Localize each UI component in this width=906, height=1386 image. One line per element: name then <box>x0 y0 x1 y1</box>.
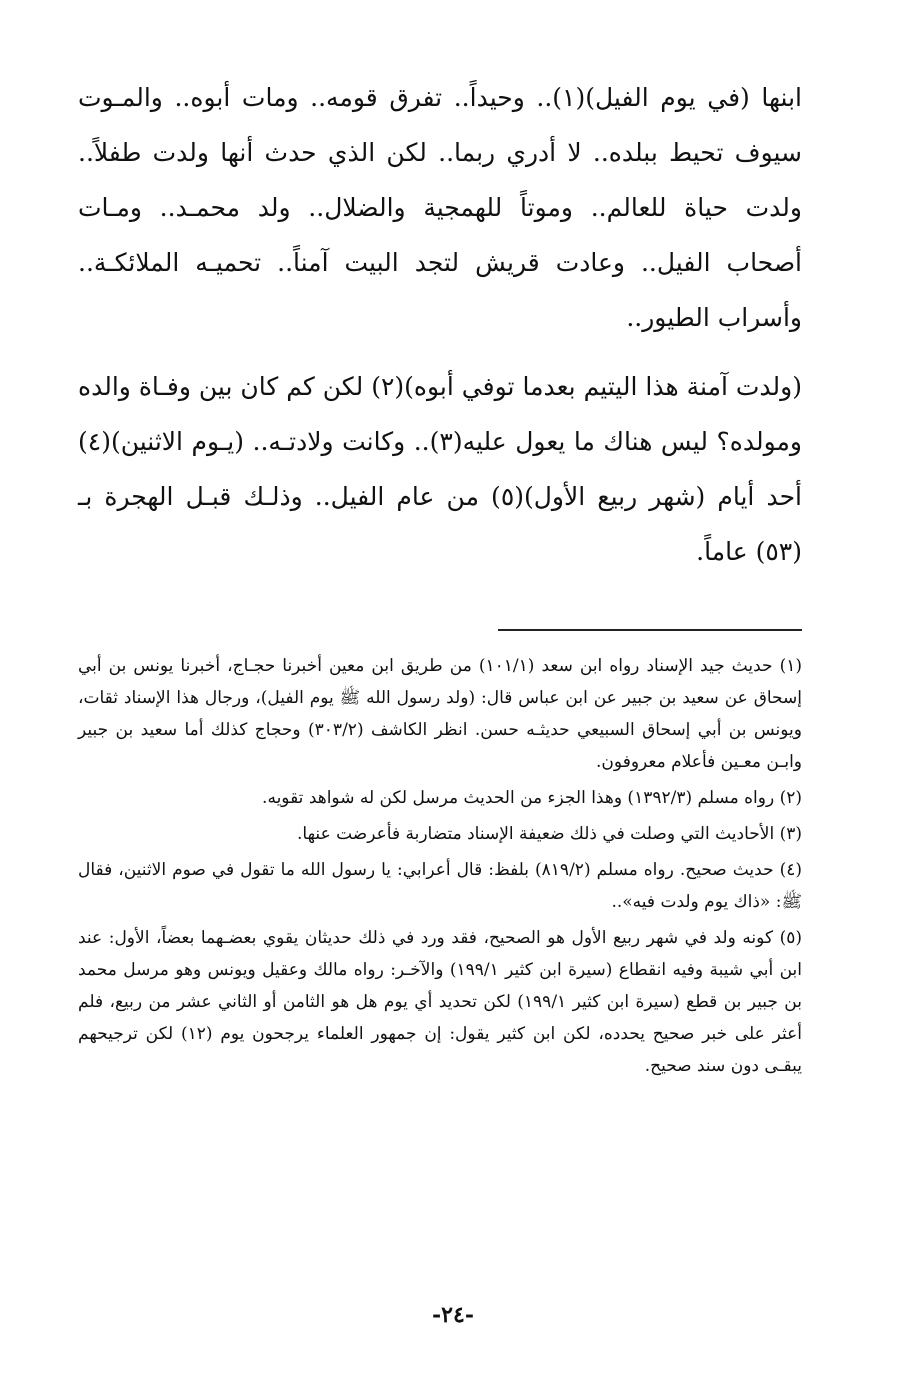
footnote-2: (٢) رواه مسلم (١٣٩٢/٣) وهذا الجزء من الحديث مرسل لكن له شواهد تقويه. <box>262 788 802 808</box>
footnotes <box>78 650 802 1086</box>
footnote-4: (٤) حديث صحيح. رواه مسلم (٨١٩/٢) بلفظ: قال أعرابي: يا رسول الله ما تقول في صوم الاثنين، فقال ﷺ: «ذاك يوم ولدت فيه».. <box>78 860 802 912</box>
footnote-5: (٥) كونه ولد في شهر ربيع الأول هو الصحيح، فقد ورد في ذلك حديثان يقوي بعضـهما بعضاً، الأول: عند ابن أبي شيبة وفيه انقطاع (سيرة ابن كثير ١٩٩/١) والآخـر: رواه مالك وعقيل ويونس وهو مرسل محمد بن جبير بن قطع (سيرة ابن كثير ١٩٩/١) لكن تحديد أي يوم هل هو الثامن أو الثاني عشر من ربيع، فلم أعثر على خبر صحيح يحدده، لكن ابن كثير يقول: إن جمهور العلماء يرجحون يوم (١٢) لكن ترجيحهم يبقـى دون سند صحيح. <box>78 928 803 1076</box>
footnote-3: (٣) الأحاديث التي وصلت في ذلك ضعيفة الإسناد متضاربة فأعرضت عنها. <box>297 824 802 844</box>
paragraph: (ولدت آمنة هذا اليتيم بعدما توفي أبوه)(٢) لكن كم كان بين وفـاة والده ومولده؟ ليس هناك ما يعول عليه(٣).. وكانت ولادتـه.. (يـوم الاثنين)(٤) أحد أيام (شهر ربيع الأول)(٥) من عام الفيل.. وذلـك قبـل الهجرة بـ (٥٣) عاماً. <box>78 372 803 566</box>
page-number: -٢٤- <box>432 1302 474 1328</box>
main-text <box>78 70 802 579</box>
footnote-separator <box>498 629 802 631</box>
paragraph: ابنها (في يوم الفيل)(١).. وحيداً.. تفرق قومه.. ومات أبوه.. والمـوت سيوف تحيط ببلده.. لا أدري ربما.. لكن الذي حدث أنها ولدت طفلاً.. ولدت حياة للعالم.. وموتاً للهمجية والضلال.. ولد محمـد.. ومـات أصحاب الفيل.. وعادت قريش لتجد البيت آمناً.. تحميـه الملائكـة.. وأسراب الطيور.. <box>78 83 802 332</box>
footnote-1: (١) حديث جيد الإسناد رواه ابن سعد (١٠١/١) من طريق ابن معين أخبرنا حجـاج، أخبرنا يونس بن أبي إسحاق عن سعيد بن جبير عن ابن عباس قال: (ولد رسول الله ﷺ يوم الفيل)، ورجال هذا الإسناد ثقات، ويونس بن أبي إسحاق السبيعي حديثـه حسن. انظر الكاشف (٣٠٣/٢) وحجاج كذلك أما سعيد بن جبير وابـن معـين فأعلام معروفون. <box>78 656 802 772</box>
